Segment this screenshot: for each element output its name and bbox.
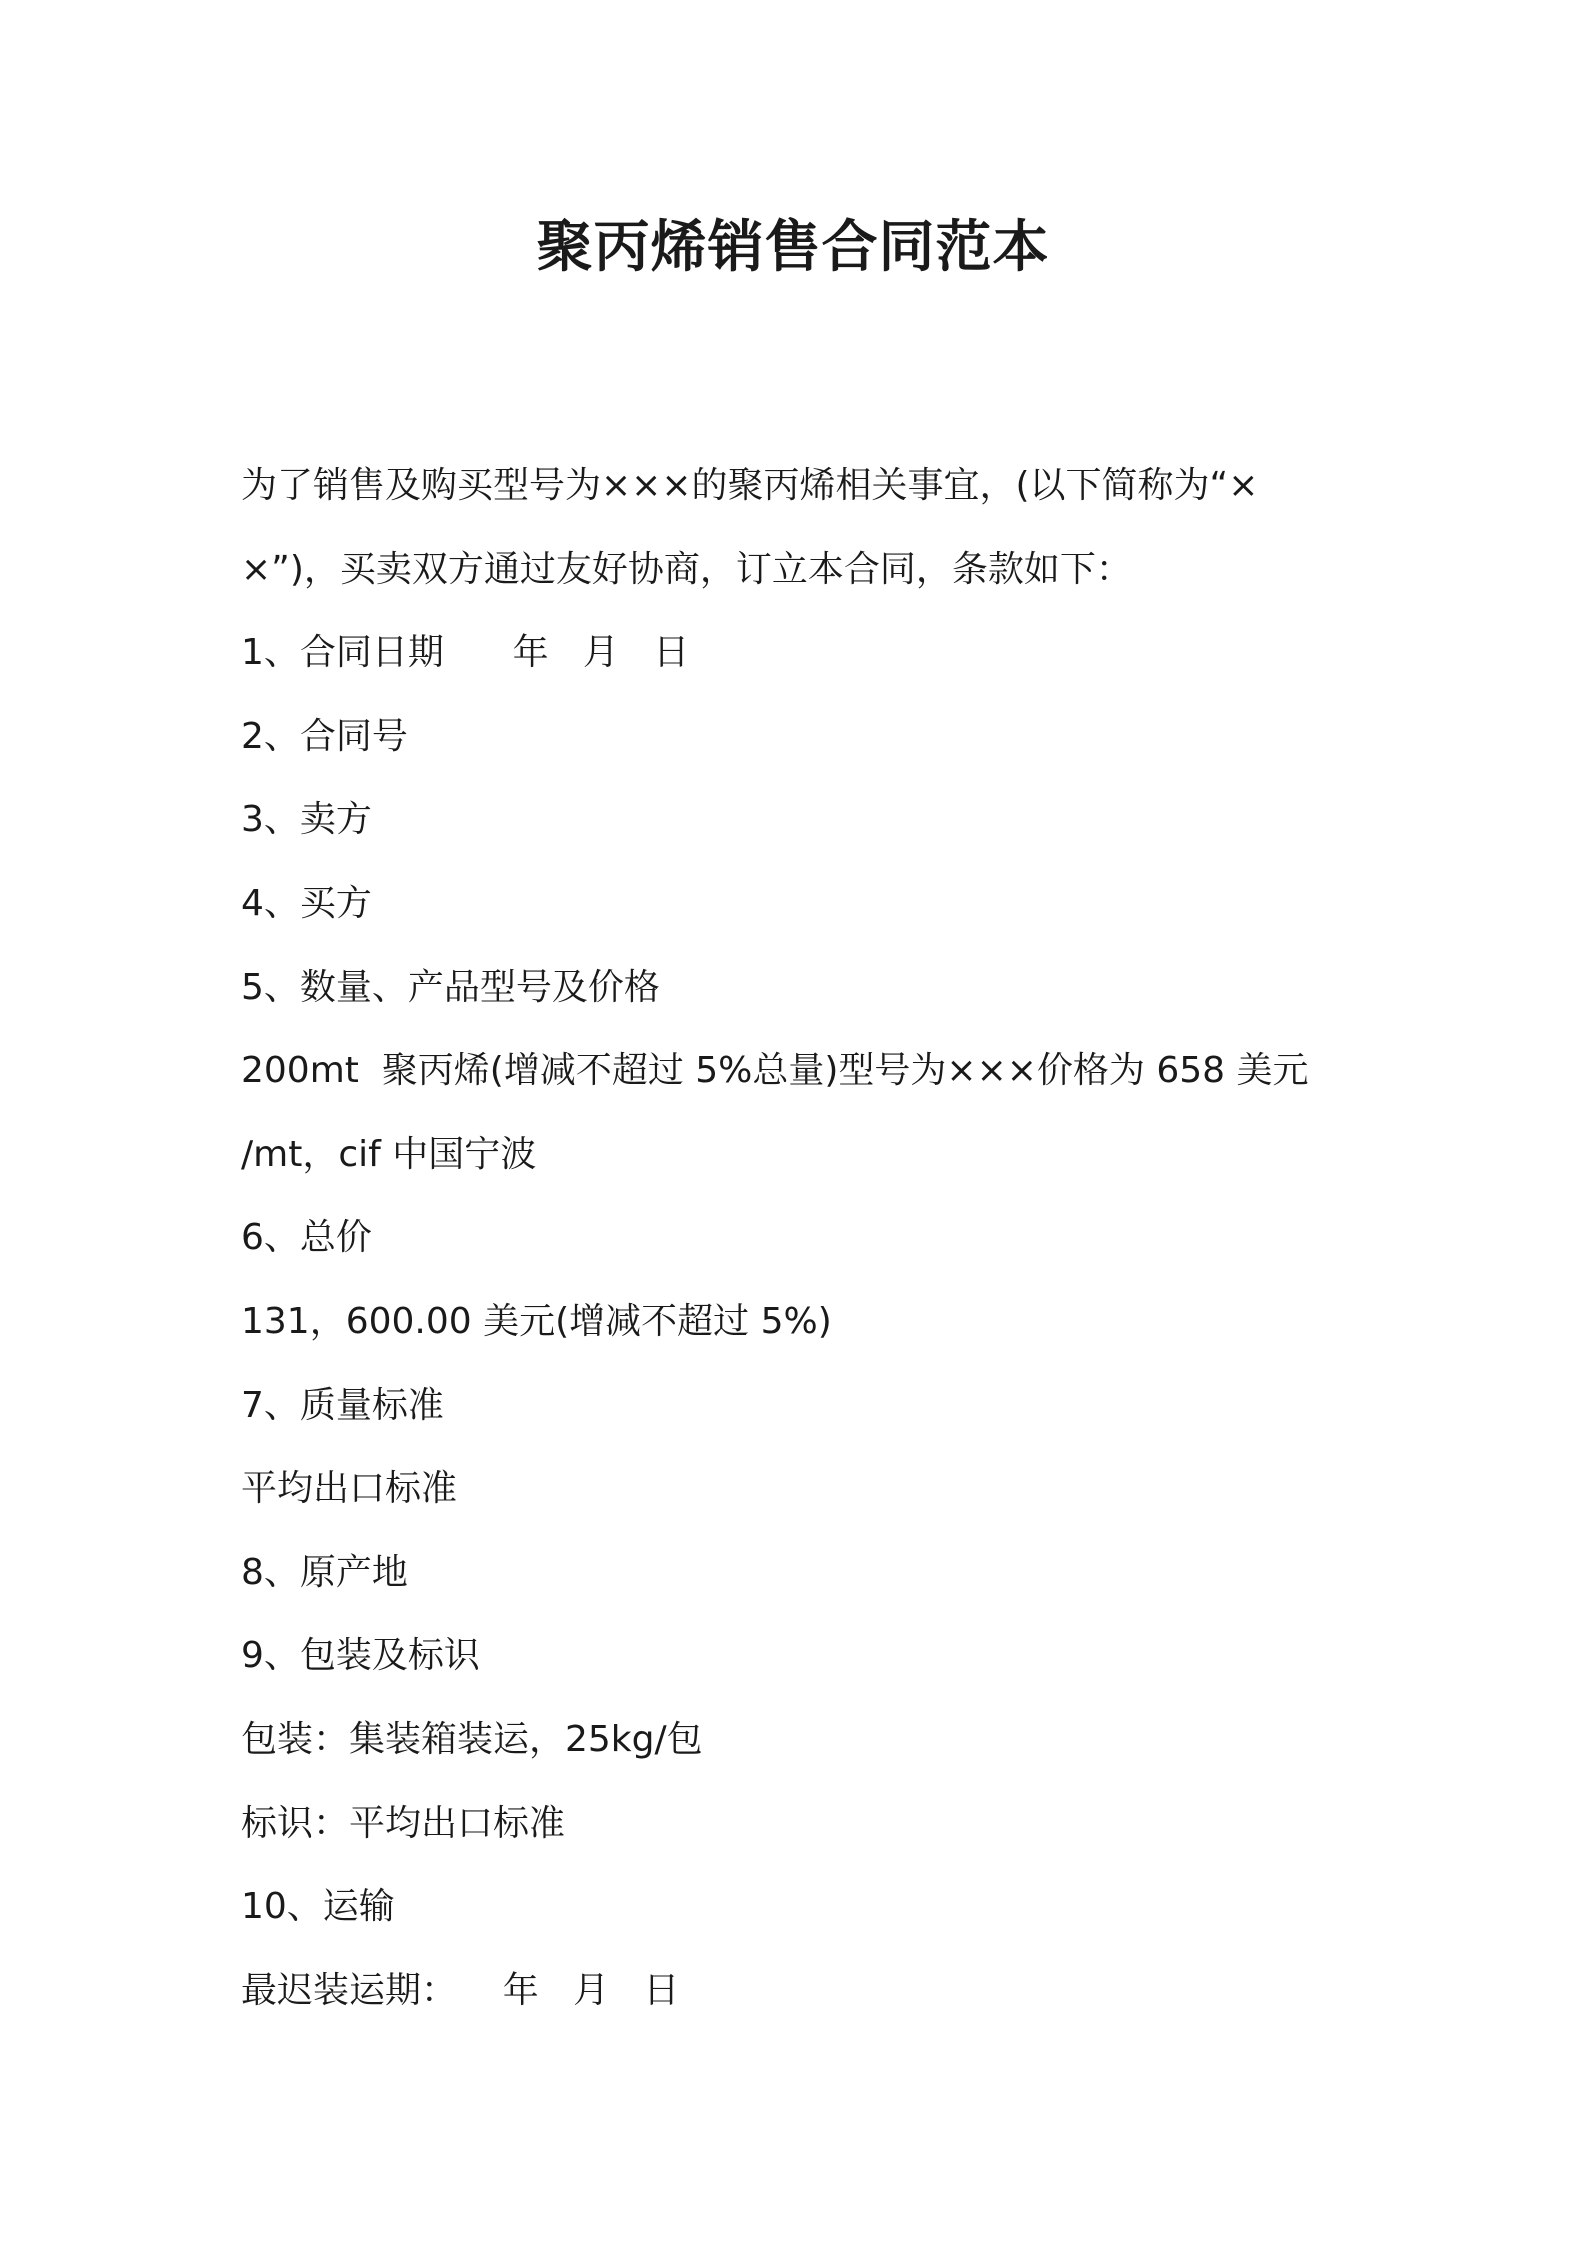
clause-contract-number: 2、合同号	[241, 715, 408, 757]
clause-buyer: 4、买方	[241, 882, 372, 924]
packing-detail: 包装：集装箱装运，25kg/包	[241, 1718, 703, 1760]
latest-shipment-date: 最迟装运期： 年 月 日	[241, 1969, 680, 2011]
intro-line-1: 为了销售及购买型号为×××的聚丙烯相关事宜，(以下简称为“×	[241, 465, 1259, 506]
clause-quality-standard: 7、质量标准	[241, 1384, 444, 1426]
clause-transport: 10、运输	[241, 1886, 395, 1928]
clause-origin: 8、原产地	[241, 1551, 408, 1593]
quantity-detail-line-1: 200mt 聚丙烯(增减不超过 5%总量)型号为×××价格为 658 美元	[241, 1050, 1309, 1092]
clause-quantity-model-price: 5、数量、产品型号及价格	[241, 966, 660, 1008]
marking-detail: 标识：平均出口标准	[241, 1802, 566, 1844]
intro-line-2: ×”)，买卖双方通过友好协商，订立本合同，条款如下：	[241, 548, 1132, 590]
clause-total-price: 6、总价	[241, 1217, 372, 1259]
quality-standard-detail: 平均出口标准	[241, 1468, 458, 1510]
document-body	[241, 444, 1361, 2032]
clause-contract-date: 1、合同日期 年 月 日	[241, 632, 690, 674]
document-title: 聚丙烯销售合同范本	[536, 215, 1050, 280]
total-price-detail: 131，600.00 美元(增减不超过 5%)	[241, 1300, 832, 1342]
quantity-detail-line-2: /mt，cif 中国宁波	[241, 1133, 537, 1175]
clause-seller: 3、卖方	[241, 799, 372, 841]
clause-packing-marking: 9、包装及标识	[241, 1635, 480, 1677]
